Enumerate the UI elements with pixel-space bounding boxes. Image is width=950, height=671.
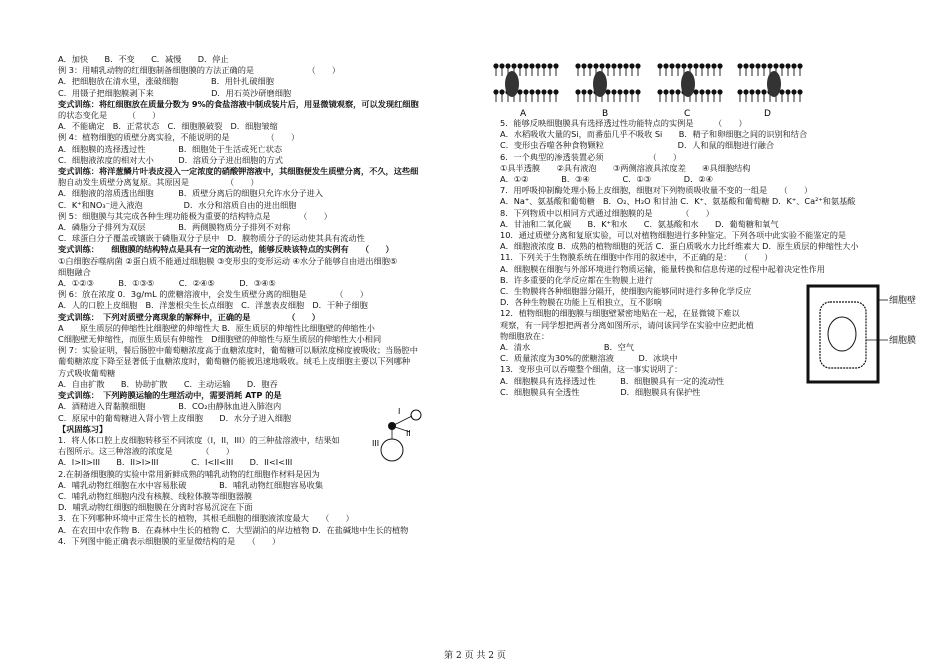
text-line: C．细胞液浓度的相对大小 D．溶质分子进出细胞的方式: [58, 154, 283, 165]
text-line: 13．变形虫可以吞噬整个细菌，这一事实说明了：: [500, 364, 683, 375]
text-line: A．Na⁺、氨基酸和葡萄糖 B．O₂、H₂O 和甘油 C．K⁺、氨基酸和葡萄糖 D．K⁺、Ca²⁺和氨基酸: [500, 196, 856, 207]
text-line: ①具半透膜 ②具有液泡 ③两侧溶液具浓度差 ④具细胞结构: [500, 162, 751, 173]
text-line: C．原尿中的葡萄糖进入肾小管上皮细胞 D．水分子进入细胞: [58, 412, 292, 423]
text-line: 方式吸收葡萄糖: [58, 367, 116, 378]
text-line: A 原生质层的伸缩性比细胞壁的伸缩性大 B．原生质层的伸缩性比细胞壁的伸缩性小: [58, 322, 375, 333]
text-line: 变式训练： 下列跨膜运输的生理活动中，需要消耗 ATP 的是: [58, 390, 282, 401]
text-line: 葡萄糖浓度下降至显著低于血糖浓度时，葡萄糖仍能被迅速地吸收。绒毛上皮细胞主要以下列哪种: [58, 356, 411, 367]
text-line: A．酒精进入胃黏膜细胞 B．CO₂由静脉血进入肺泡内: [58, 401, 282, 412]
plant-cell-diagram: [790, 282, 917, 386]
text-line: 6．一个典型的渗透装置必须 （ ）: [500, 151, 682, 162]
text-line: 物细胞放在：: [500, 330, 550, 341]
text-line: A．清水 B．空气: [500, 342, 635, 353]
text-line: 11．下列关于生物膜系统在细胞中作用的叙述中，不正确的是： （ ）: [500, 252, 773, 263]
text-line: 例 6：放在浓度 0．3g/mL 的蔗糖溶液中，会发生质壁分离的细胞是 （ ）: [58, 289, 369, 300]
text-line: A．细胞膜的选择透过性 B．细胞处于生活或死亡状态: [58, 143, 283, 154]
membrane-option-label: B: [602, 109, 609, 119]
solution-label-1: I: [398, 407, 401, 416]
solution-label-2: II: [406, 429, 411, 438]
text-line: 变式训练：将红细胞放在质量分数为 9%的食盐溶液中制成装片后，用显微镜观察，可以发现红细胞: [58, 98, 419, 109]
solution-label-3: III: [372, 439, 380, 448]
text-line: 例 4：植物细胞的质壁分离实验，不能说明的是 （ ）: [58, 132, 300, 143]
membrane-option-label: C: [684, 109, 691, 119]
text-line: 变式训练：将洋葱鳞片叶表皮浸入一定浓度的硝酸钾溶液中，其细胞便发生质壁分离，不久，这些细: [58, 166, 419, 177]
text-line: A．细胞膜在细胞与外部环境进行物质运输，能量转换和信息传递的过程中起着决定性作用: [500, 263, 825, 274]
cell-membrane-label: 细胞膜: [889, 336, 917, 346]
text-line: A．①② B．③④ C．①③ D．②④: [500, 174, 713, 185]
text-line: A．自由扩散 B．协助扩散 C．主动运输 D．胞吞: [58, 378, 278, 389]
text-line: 右图所示。这三种溶液的浓度是 （ ）: [58, 446, 235, 457]
membrane-option-label: D: [764, 109, 771, 119]
text-line: 【巩固练习】: [58, 423, 108, 434]
text-line: 1．将人体口腔上皮细胞转移至不同浓度（I，II，III）的三种盐溶液中，结果如: [58, 434, 340, 445]
solution-cells-figure: [370, 402, 440, 464]
membrane-diagram: [657, 63, 722, 119]
text-line: B．许多重要的化学反应都在生物膜上进行: [500, 274, 653, 285]
text-line: A．细胞液的溶质透出细胞 B．质壁分离后的细胞只允许水分子进入: [58, 188, 324, 199]
text-line: D．哺乳动物红细胞的细胞膜在分离时容易沉淀在下面: [58, 502, 253, 513]
text-line: 10．通过质壁分离和复原实验，可以对植物细胞进行多种鉴定。下列各项中此实验不能鉴定的是: [500, 230, 847, 241]
text-line: C．用镊子把细胞膜剥下来 D．用石英沙研磨细胞: [58, 87, 292, 98]
text-line: 7．用呼吸抑制酶处理小肠上皮细胞，细胞对下列物质吸收量不变的一组是 （ ）: [500, 185, 813, 196]
page-footer: 第 2 页 共 2 页: [444, 651, 506, 661]
text-line: 3．在下列哪种环境中正常生长的植物，其根毛细胞的细胞液浓度最大 （ ）: [58, 513, 354, 524]
text-line: A．①②③ B．①③⑤ C．②④⑤ D．③④⑤: [58, 278, 276, 289]
text-line: 例 5：细胞膜与其完成各种生理功能极为重要的结构特点是 （ ）: [58, 210, 332, 221]
text-line: 例 7：实验证明，餐后肠腔中葡萄糖浓度高于血糖浓度时，葡萄糖可以顺浓度梯度被吸收；当肠腔中: [58, 345, 418, 356]
text-line: A．甘油和二氧化碳 B．K⁺和水 C．氨基酸和水 D．葡萄糖和氧气: [500, 218, 779, 229]
text-line: 8．下列物质中以相同方式通过细胞膜的是 （ ）: [500, 207, 714, 218]
text-line: A．不能确定 B．正常状态 C．细胞膜破裂 D．细胞皱缩: [58, 121, 278, 132]
cell-wall-label: 细胞壁: [889, 296, 917, 306]
text-line: A．人的口腔上皮细胞 B．洋葱根尖生长点细胞 C．洋葱表皮细胞 D．干种子细胞: [58, 300, 368, 311]
text-line: A．哺乳动物红细胞在水中容易胀破 B．哺乳动物红细胞容易收集: [58, 479, 324, 490]
text-line: C．哺乳动物红细胞内没有核膜、线粒体膜等细胞器膜: [58, 490, 253, 501]
text-line: A．水稻吸收大量的Si，而番茄几乎不吸收 Si B．精子和卵细胞之间的识别和结合: [500, 129, 808, 140]
text-line: 细胞融合: [58, 266, 91, 277]
text-line: C．变形虫吞噬各种食物颗粒 D．人和鼠的细胞进行融合: [500, 140, 775, 151]
text-line: A．细胞液浓度 B．成熟的植物细胞的死活 C．蛋白质吸水力比纤维素大 D．原生质层的伸缩性大小: [500, 241, 859, 252]
text-line: C．细胞膜具有全透性 D．细胞膜具有保护性: [500, 386, 701, 397]
text-line: C．K⁺和NO₃⁻进入液泡 D．水分和溶质自由的进出细胞: [58, 199, 297, 210]
text-line: A．加快 B．不变 C．减慢 D．停止: [58, 54, 229, 64]
text-line: A．把细胞放在清水里，涨破细胞 B．用针扎破细胞: [58, 76, 274, 87]
text-line: 胞自动发生质壁分离复原。其原因是 （ ）: [58, 177, 259, 188]
membrane-diagram: [737, 63, 802, 119]
text-line: C．球蛋白分子覆盖或镶嵌于磷脂双分子层中 D．膜物质分子的运动使其具有流动性: [58, 233, 365, 244]
text-line: D．各种生物膜在功能上互相独立，互不影响: [500, 297, 662, 308]
text-line: 5．能够反映细胞膜具有选择透过性功能特点的实例是 （ ）: [500, 118, 747, 128]
text-line: A．磷脂分子排列为双层 B．两侧膜物质分子排列不对称: [58, 222, 291, 233]
text-line: 2.在制备细胞膜的实验中常用新鲜成熟的哺乳动物的红细胞作材料是因为: [58, 468, 320, 479]
text-line: C细胞壁无伸缩性，而原生质层有伸缩性 D细胞壁的伸缩性与原生质层的伸缩性大小相同: [58, 334, 382, 345]
text-line: 4．下列图中能正确表示细胞膜的亚显微结构的是 （ ）: [58, 535, 281, 546]
left-column: [58, 54, 483, 547]
text-line: 变式训练： 细胞膜的结构特点是具有一定的流动性，能够反映该特点的实例有 （ ）: [58, 244, 394, 255]
text-line: ①白细胞吞噬病菌 ②蛋白质不能通过细胞膜 ③变形虫的变形运动 ④水分子能够自由进出细胞⑤: [58, 255, 398, 266]
text-line: A．在农田中农作物 B．在森林中生长的植物 C．大型湖泊的岸边植物 D．在盐碱地中生长的植物: [58, 524, 409, 535]
text-line: A．I>II>III B．II>I>III C．I<II<III D．II<I<III: [58, 457, 293, 468]
text-line: 观察，有一同学想把两者分离如图所示，请问该同学在实验中应把此植: [500, 319, 754, 330]
membrane-diagram: [575, 63, 640, 119]
membrane-diagram: [493, 63, 558, 119]
membrane-structure-figure: [490, 54, 810, 118]
text-line: 12．植物细胞的细胞膜与细胞壁紧密地贴在一起，在显微镜下难以: [500, 308, 740, 319]
text-line: C．生物膜将各种细胞器分隔开，使细胞内能够同时进行多种化学反应: [500, 286, 752, 297]
membrane-option-label: A: [520, 109, 527, 119]
text-line: A．细胞膜具有选择透过性 B．细胞膜具有一定的流动性: [500, 375, 725, 386]
text-line: C．质量浓度为30%的蔗糖溶液 D．冰块中: [500, 353, 678, 364]
text-line: 的状态变化是 （ ）: [58, 110, 161, 121]
text-line: 例 3：用哺乳动物的红细胞制备细胞膜的方法正确的是 （ ）: [58, 65, 341, 76]
text-line: 变式训练： 下列对质壁分离现象的解释中，正确的是 （ ）: [58, 311, 320, 322]
